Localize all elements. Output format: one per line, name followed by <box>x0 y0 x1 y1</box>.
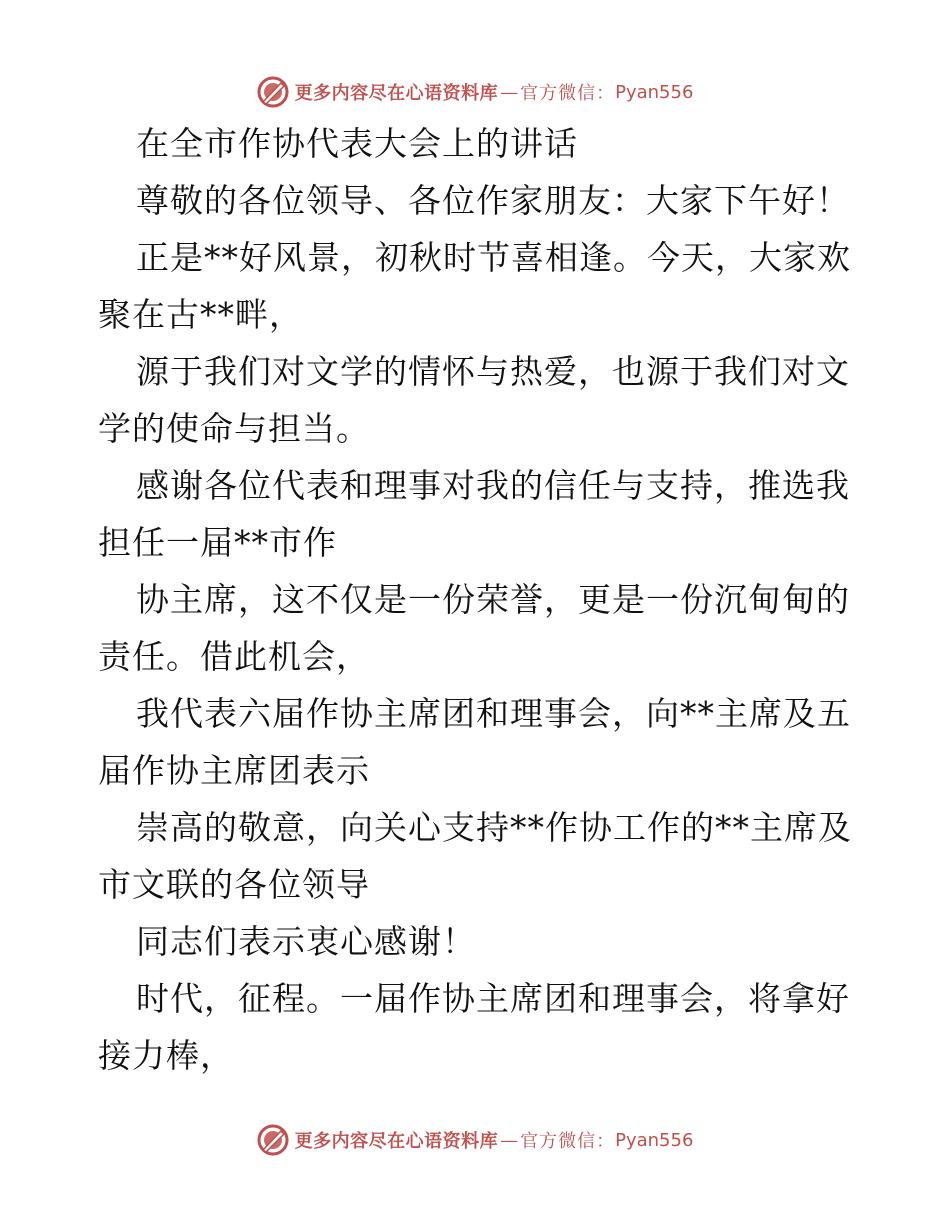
watermark-brand: 更多内容尽在心语资料库 <box>294 1131 499 1152</box>
paragraph: 我代表六届作协主席团和理事会，向**主席及五届作协主席团表示 <box>98 694 851 790</box>
paragraph: 感谢各位代表和理事对我的信任与支持，推选我担任一届**市作 <box>98 466 850 562</box>
paragraph: 协主席，这不仅是一份荣誉，更是一份沉甸甸的责任。借此机会， <box>98 580 850 676</box>
paragraph: 源于我们对文学的情怀与热爱，也源于我们对文学的使命与担当。 <box>98 352 850 448</box>
watermark-wechat-id: Pyan556 <box>615 81 694 103</box>
salutation: 尊敬的各位领导、各位作家朋友：大家下午好！ <box>136 181 850 220</box>
watermark-separator: — <box>500 1129 519 1151</box>
document-body <box>98 115 854 1084</box>
quill-pen-logo-icon <box>257 1124 289 1156</box>
watermark-wechat-id: Pyan556 <box>615 1129 694 1151</box>
paragraph: 崇高的敬意，向关心支持**作协工作的**主席及市文联的各位领导 <box>98 808 852 904</box>
header-watermark <box>0 72 950 112</box>
paragraph: 正是**好风景，初秋时节喜相逢。今天，大家欢聚在古**畔， <box>98 238 851 334</box>
document-title: 在全市作协代表大会上的讲话 <box>136 124 578 163</box>
watermark-separator: — <box>500 81 519 103</box>
watermark-brand: 更多内容尽在心语资料库 <box>294 83 499 104</box>
quill-pen-logo-icon <box>257 76 289 108</box>
watermark-label: 官方微信： <box>520 83 616 104</box>
watermark-label: 官方微信： <box>520 1131 616 1152</box>
paragraph: 时代，征程。一届作协主席团和理事会，将拿好接力棒， <box>98 979 850 1075</box>
footer-watermark <box>0 1120 950 1160</box>
paragraph: 同志们表示衷心感谢！ <box>136 922 476 961</box>
